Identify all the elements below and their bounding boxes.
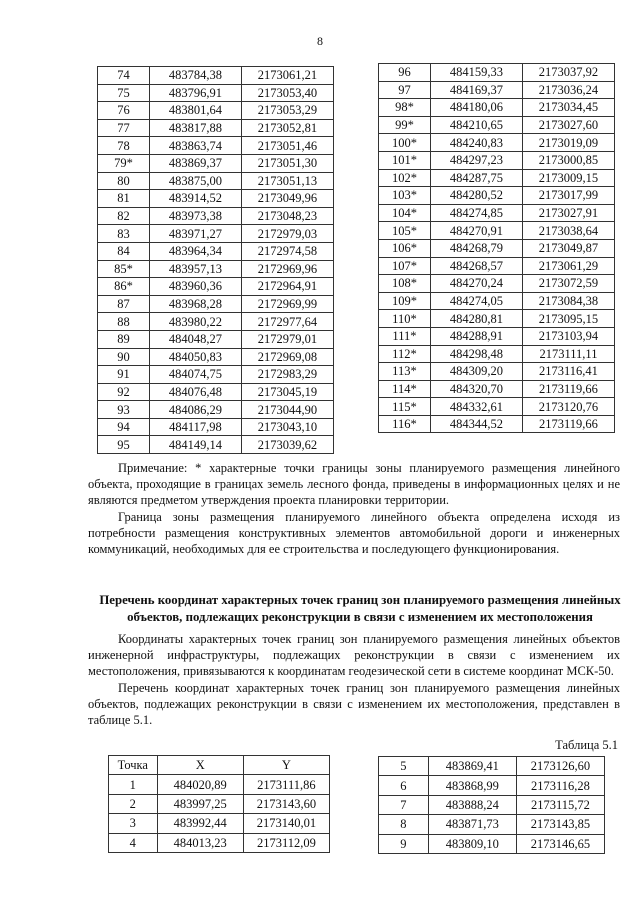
table-row — [109, 794, 330, 813]
point-cell: 92 — [98, 383, 150, 401]
table-row — [379, 239, 615, 257]
y-cell: 2173072,59 — [522, 275, 614, 293]
table-row — [98, 102, 334, 120]
table-row — [98, 225, 334, 243]
table-row — [379, 363, 615, 381]
table-row — [98, 242, 334, 260]
y-cell: 2172983,29 — [241, 366, 333, 384]
point-cell: 8 — [379, 815, 429, 834]
y-cell: 2173000,85 — [522, 151, 614, 169]
point-cell: 108* — [379, 275, 431, 293]
table-row — [379, 757, 605, 776]
table-row — [379, 398, 615, 416]
table-row — [98, 67, 334, 85]
point-cell: 116* — [379, 415, 431, 433]
table-row — [379, 81, 615, 99]
x-cell: 483960,36 — [149, 278, 241, 296]
y-cell: 2173126,60 — [516, 757, 604, 776]
x-cell: 484050,83 — [149, 348, 241, 366]
x-cell: 483863,74 — [149, 137, 241, 155]
table-row — [98, 260, 334, 278]
y-cell: 2172969,96 — [241, 260, 333, 278]
table-row — [98, 207, 334, 225]
y-cell: 2173119,66 — [522, 380, 614, 398]
x-cell: 484288,91 — [430, 327, 522, 345]
x-cell: 484076,48 — [149, 383, 241, 401]
x-cell: 484280,81 — [430, 310, 522, 328]
x-cell: 484086,29 — [149, 401, 241, 419]
point-cell: 103* — [379, 187, 431, 205]
x-cell: 483997,25 — [157, 794, 243, 813]
point-cell: 111* — [379, 327, 431, 345]
y-cell: 2173111,86 — [243, 775, 329, 794]
point-cell: Точка — [109, 756, 158, 775]
point-cell: 112* — [379, 345, 431, 363]
note-paragraph: Граница зоны размещения планируемого линейного объекта определена исходя из потребности размещения конструктивных элементов автомобильной дороги и инженерных коммуникаций, необходимых для ее строительства и последующего функционирования. — [88, 509, 620, 557]
x-cell: 484297,23 — [430, 151, 522, 169]
body-paragraph: Перечень координат характерных точек границ зон планируемого размещения линейных объектов, подлежащих реконструкции в связи с изменением их местоположения, представлен в таблице 5.1. — [88, 680, 620, 728]
point-cell: 98* — [379, 99, 431, 117]
y-cell: 2173049,96 — [241, 190, 333, 208]
point-cell: 90 — [98, 348, 150, 366]
x-cell: 483973,38 — [149, 207, 241, 225]
x-cell: 483817,88 — [149, 119, 241, 137]
point-cell: 89 — [98, 330, 150, 348]
x-cell: 484268,57 — [430, 257, 522, 275]
point-cell: 99* — [379, 116, 431, 134]
x-cell: 483957,13 — [149, 260, 241, 278]
x-cell: 483784,38 — [149, 67, 241, 85]
table-row — [379, 169, 615, 187]
body-section — [88, 631, 620, 728]
y-cell: 2172969,08 — [241, 348, 333, 366]
note-paragraph: Примечание: * характерные точки границы зоны планируемого размещения линейного объекта, проходящие в границах земель лесного фонда, приведены в информационных целях и не являются предметом утверждения проекта планировки территории. — [88, 461, 620, 508]
y-cell: 2173052,81 — [241, 119, 333, 137]
point-cell: 106* — [379, 239, 431, 257]
x-cell: 483980,22 — [149, 313, 241, 331]
table-row — [379, 345, 615, 363]
table-row — [98, 154, 334, 172]
y-cell: 2173043,10 — [241, 418, 333, 436]
table-row — [379, 151, 615, 169]
x-cell: 484270,91 — [430, 222, 522, 240]
point-cell: 81 — [98, 190, 150, 208]
table-row — [98, 436, 334, 454]
x-cell: 484159,33 — [430, 64, 522, 82]
x-cell: 484180,06 — [430, 99, 522, 117]
note-section — [88, 460, 620, 557]
x-cell: 483888,24 — [428, 795, 516, 814]
x-cell: 484169,37 — [430, 81, 522, 99]
y-cell: 2173112,09 — [243, 833, 329, 852]
table-row — [109, 833, 330, 852]
x-cell: 483868,99 — [428, 776, 516, 795]
point-cell: 75 — [98, 84, 150, 102]
point-cell: 95 — [98, 436, 150, 454]
x-cell: 484020,89 — [157, 775, 243, 794]
table-row — [379, 310, 615, 328]
table-row — [98, 366, 334, 384]
point-cell: 100* — [379, 134, 431, 152]
x-cell: 484309,20 — [430, 363, 522, 381]
point-cell: 113* — [379, 363, 431, 381]
y-cell: 2173120,76 — [522, 398, 614, 416]
table-row — [98, 418, 334, 436]
point-cell: 109* — [379, 292, 431, 310]
table-row — [98, 401, 334, 419]
y-cell: 2172979,01 — [241, 330, 333, 348]
table-row — [98, 119, 334, 137]
table-row — [98, 348, 334, 366]
y-cell: 2173044,90 — [241, 401, 333, 419]
table-header-row — [109, 756, 330, 775]
x-cell: 483809,10 — [428, 834, 516, 853]
y-cell: 2173115,72 — [516, 795, 604, 814]
x-cell: 484270,24 — [430, 275, 522, 293]
point-cell: 7 — [379, 795, 429, 814]
x-cell: 483971,27 — [149, 225, 241, 243]
y-cell: 2173116,28 — [516, 776, 604, 795]
point-cell: 78 — [98, 137, 150, 155]
y-cell: 2173038,64 — [522, 222, 614, 240]
x-cell: 484117,98 — [149, 418, 241, 436]
y-cell: 2172977,64 — [241, 313, 333, 331]
point-cell: 96 — [379, 64, 431, 82]
x-cell: 484274,85 — [430, 204, 522, 222]
point-cell: 84 — [98, 242, 150, 260]
table-row — [98, 313, 334, 331]
x-cell: 483871,73 — [428, 815, 516, 834]
x-cell: 484048,27 — [149, 330, 241, 348]
table-row — [379, 795, 605, 814]
y-cell: 2173051,13 — [241, 172, 333, 190]
table-row — [379, 415, 615, 433]
table-row — [379, 834, 605, 853]
point-cell: 74 — [98, 67, 150, 85]
y-cell: 2173053,40 — [241, 84, 333, 102]
point-cell: 97 — [379, 81, 431, 99]
point-cell: 114* — [379, 380, 431, 398]
x-cell: 483869,41 — [428, 757, 516, 776]
y-cell: 2173049,87 — [522, 239, 614, 257]
x-cell: 484074,75 — [149, 366, 241, 384]
table-row — [98, 295, 334, 313]
point-cell: 80 — [98, 172, 150, 190]
x-cell: 483914,52 — [149, 190, 241, 208]
y-cell: 2173037,92 — [522, 64, 614, 82]
point-cell: 88 — [98, 313, 150, 331]
y-cell: 2173009,15 — [522, 169, 614, 187]
table-row — [109, 775, 330, 794]
x-cell: 484344,52 — [430, 415, 522, 433]
table-row — [379, 327, 615, 345]
x-cell: 484268,79 — [430, 239, 522, 257]
table-row — [379, 815, 605, 834]
table-row — [98, 137, 334, 155]
x-cell: 484149,14 — [149, 436, 241, 454]
y-cell: 2173140,01 — [243, 814, 329, 833]
x-cell: 484332,61 — [430, 398, 522, 416]
x-cell: 484240,83 — [430, 134, 522, 152]
point-cell: 86* — [98, 278, 150, 296]
point-cell: 101* — [379, 151, 431, 169]
x-cell: 484210,65 — [430, 116, 522, 134]
y-cell: 2173143,85 — [516, 815, 604, 834]
y-cell: 2173019,09 — [522, 134, 614, 152]
y-cell: 2173034,45 — [522, 99, 614, 117]
table-row — [379, 187, 615, 205]
point-cell: 93 — [98, 401, 150, 419]
y-cell: 2173039,62 — [241, 436, 333, 454]
point-cell: 85* — [98, 260, 150, 278]
y-cell: 2173061,29 — [522, 257, 614, 275]
table-row — [98, 330, 334, 348]
y-cell: 2173095,15 — [522, 310, 614, 328]
x-cell: 484013,23 — [157, 833, 243, 852]
y-cell: Y — [243, 756, 329, 775]
point-cell: 79* — [98, 154, 150, 172]
point-cell: 104* — [379, 204, 431, 222]
table-caption: Таблица 5.1 — [555, 738, 618, 752]
table-row — [379, 204, 615, 222]
table-row — [379, 99, 615, 117]
y-cell: 2172979,03 — [241, 225, 333, 243]
point-cell: 87 — [98, 295, 150, 313]
coordinates-table-upper-left — [97, 66, 334, 454]
x-cell: 483796,91 — [149, 84, 241, 102]
y-cell: 2173048,23 — [241, 207, 333, 225]
page-number: 8 — [317, 34, 323, 48]
table-row — [109, 814, 330, 833]
x-cell: 484298,48 — [430, 345, 522, 363]
point-cell: 4 — [109, 833, 158, 852]
table-row — [379, 776, 605, 795]
point-cell: 94 — [98, 418, 150, 436]
table-row — [379, 222, 615, 240]
x-cell: 483801,64 — [149, 102, 241, 120]
point-cell: 105* — [379, 222, 431, 240]
point-cell: 83 — [98, 225, 150, 243]
y-cell: 2173036,24 — [522, 81, 614, 99]
x-cell: 483964,34 — [149, 242, 241, 260]
section-heading: Перечень координат характерных точек границ зон планируемого размещения линейных объектов, подлежащих реконструкции в связи с изменением их местоположения — [99, 593, 621, 624]
y-cell: 2173084,38 — [522, 292, 614, 310]
coordinates-table-upper-right — [378, 63, 615, 433]
table-row — [379, 257, 615, 275]
point-cell: 5 — [379, 757, 429, 776]
point-cell: 3 — [109, 814, 158, 833]
x-cell: 484287,75 — [430, 169, 522, 187]
x-cell: 483968,28 — [149, 295, 241, 313]
table-row — [98, 172, 334, 190]
point-cell: 110* — [379, 310, 431, 328]
y-cell: 2172969,99 — [241, 295, 333, 313]
table-row — [98, 84, 334, 102]
table-5-1-right — [378, 756, 605, 854]
point-cell: 2 — [109, 794, 158, 813]
x-cell: 483992,44 — [157, 814, 243, 833]
point-cell: 107* — [379, 257, 431, 275]
point-cell: 102* — [379, 169, 431, 187]
x-cell: 483869,37 — [149, 154, 241, 172]
table-row — [379, 64, 615, 82]
table-5-1-left — [108, 755, 330, 853]
table-row — [98, 190, 334, 208]
point-cell: 9 — [379, 834, 429, 853]
y-cell: 2173051,46 — [241, 137, 333, 155]
x-cell: 483875,00 — [149, 172, 241, 190]
y-cell: 2173027,60 — [522, 116, 614, 134]
y-cell: 2172974,58 — [241, 242, 333, 260]
y-cell: 2173061,21 — [241, 67, 333, 85]
y-cell: 2173053,29 — [241, 102, 333, 120]
x-cell: 484280,52 — [430, 187, 522, 205]
table-row — [379, 116, 615, 134]
y-cell: 2173051,30 — [241, 154, 333, 172]
x-cell: 484320,70 — [430, 380, 522, 398]
x-cell: 484274,05 — [430, 292, 522, 310]
y-cell: 2173027,91 — [522, 204, 614, 222]
table-row — [98, 278, 334, 296]
y-cell: 2173111,11 — [522, 345, 614, 363]
point-cell: 6 — [379, 776, 429, 795]
point-cell: 77 — [98, 119, 150, 137]
y-cell: 2173045,19 — [241, 383, 333, 401]
table-row — [379, 134, 615, 152]
y-cell: 2173103,94 — [522, 327, 614, 345]
y-cell: 2173116,41 — [522, 363, 614, 381]
point-cell: 76 — [98, 102, 150, 120]
x-cell: X — [157, 756, 243, 775]
point-cell: 1 — [109, 775, 158, 794]
body-paragraph: Координаты характерных точек границ зон планируемого размещения линейных объектов инженерной инфраструктуры, подлежащих реконструкции в связи с изменением их местоположения, привязываются к координатам геодезической сети в системе координат МСК-50. — [88, 632, 620, 679]
y-cell: 2173119,66 — [522, 415, 614, 433]
table-row — [98, 383, 334, 401]
table-row — [379, 292, 615, 310]
y-cell: 2173146,65 — [516, 834, 604, 853]
point-cell: 82 — [98, 207, 150, 225]
table-row — [379, 275, 615, 293]
y-cell: 2173143,60 — [243, 794, 329, 813]
point-cell: 115* — [379, 398, 431, 416]
y-cell: 2172964,91 — [241, 278, 333, 296]
point-cell: 91 — [98, 366, 150, 384]
table-row — [379, 380, 615, 398]
y-cell: 2173017,99 — [522, 187, 614, 205]
